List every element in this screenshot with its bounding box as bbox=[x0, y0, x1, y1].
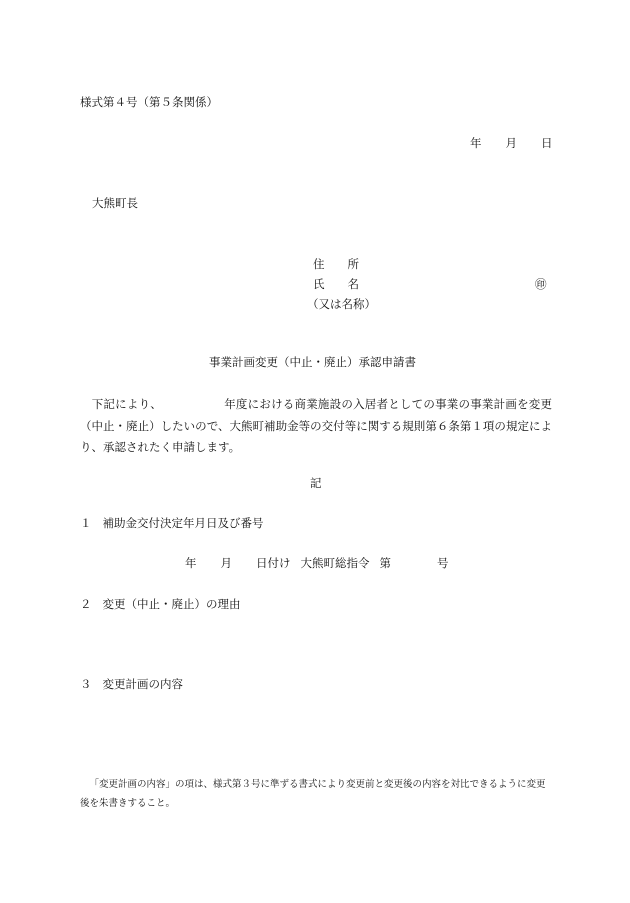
date-year: 年 bbox=[470, 136, 482, 150]
item-3-heading bbox=[80, 679, 183, 691]
item-1-number: １ bbox=[80, 516, 92, 530]
item-1-label: 補助金交付決定年月日及び番号 bbox=[102, 516, 264, 530]
item-2-heading bbox=[80, 599, 241, 611]
ki-heading: 記 bbox=[310, 476, 322, 490]
decision-dated: 日付け bbox=[256, 556, 291, 570]
name-label: 氏 名 bbox=[313, 277, 359, 291]
form-number: 様式第４号（第５条関係） bbox=[80, 95, 218, 109]
decision-year: 年 bbox=[185, 556, 197, 570]
item-3-number: ３ bbox=[80, 677, 92, 691]
item-3-label: 変更計画の内容 bbox=[102, 677, 183, 691]
date-month: 月 bbox=[505, 136, 517, 150]
decision-go: 号 bbox=[437, 556, 449, 570]
document-title: 事業計画変更（中止・廃止）承認申請書 bbox=[209, 355, 416, 369]
body-lead: 下記により、 bbox=[91, 397, 162, 411]
decision-dai: 第 bbox=[379, 556, 391, 570]
or-name-label: （又は名称） bbox=[307, 297, 376, 311]
address-label: 住 所 bbox=[313, 257, 359, 271]
item-2-number: ２ bbox=[80, 597, 92, 611]
footnote-text: 「変更計画の内容」の項は、様式第３号に準ずる書式により変更前と変更後の内容を対比できるように変更後を朱書きすること。 bbox=[80, 779, 546, 809]
addressee: 大熊町長 bbox=[92, 196, 138, 210]
seal-mark: ㊞ bbox=[535, 277, 547, 291]
date-line bbox=[470, 138, 553, 150]
date-day: 日 bbox=[541, 136, 553, 150]
decision-month: 月 bbox=[220, 556, 232, 570]
body-paragraph bbox=[80, 394, 552, 459]
body-text: 年度における商業施設の入居者としての事業の事業計画を変更（中止・廃止）したいので、大熊町補助金等の交付等に関する規則第６条第１項の規定により、承認されたく申請します。 bbox=[80, 397, 552, 454]
item-1-heading bbox=[80, 518, 264, 530]
item-2-label: 変更（中止・廃止）の理由 bbox=[102, 597, 241, 611]
footnote bbox=[80, 775, 552, 813]
decision-office: 大熊町総指令 bbox=[300, 556, 370, 570]
item-1-detail bbox=[185, 558, 449, 570]
